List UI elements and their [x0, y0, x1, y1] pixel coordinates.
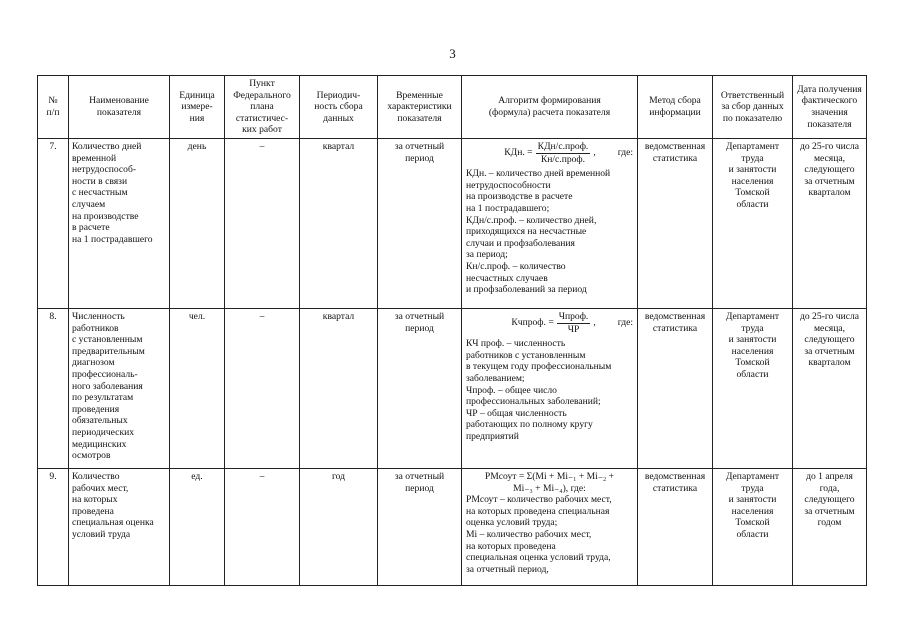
table-row [38, 138, 867, 308]
header-method: Метод сбора информации [638, 76, 713, 139]
row-date: до 25-го числа месяца, следующего за отчетным кварталом [793, 308, 867, 468]
header-row [38, 76, 867, 139]
table-row [38, 468, 867, 585]
row-algorithm [462, 468, 638, 585]
row-plan: – [225, 468, 300, 585]
formula-fraction [557, 311, 591, 335]
formula [466, 311, 633, 335]
formula-numerator: КДн/с.проф. [537, 140, 589, 152]
formula-lhs: Кчпроф. = [511, 317, 554, 329]
row-plan: – [225, 308, 300, 468]
row-plan: – [225, 138, 300, 308]
formula-where: где: [617, 147, 633, 159]
row-method: ведомственная статистика [638, 308, 713, 468]
row-responsible: Департамент труда и занятости населения Томской области [713, 468, 793, 585]
formula-explanation: КЧ проф. – численность работников с установленным в текущем году профессиональным заболеванием; Чпроф. – общее число профессиональных заболеваний; ЧР – общая численность работающих по полному кругу предприятий [466, 338, 612, 442]
row-num: 8. [38, 308, 69, 468]
row-responsible: Департамент труда и занятости населения Томской области [713, 308, 793, 468]
header-num: № п/п [38, 76, 69, 139]
header-plan: Пункт Федерального плана статистичес- ких работ [225, 76, 300, 139]
row-period: квартал [300, 138, 378, 308]
indicators-table [37, 75, 867, 586]
row-method: ведомственная статистика [638, 138, 713, 308]
formula [466, 141, 633, 165]
row-time: за отчетный период [378, 138, 462, 308]
row-unit: ед. [170, 468, 225, 585]
row-name: Количество рабочих мест, на которых проведена специальная оценка условий труда [69, 468, 170, 585]
formula-where: где: [617, 317, 633, 329]
row-date: до 25-го числа месяца, следующего за отчетным кварталом [793, 138, 867, 308]
row-algorithm [462, 308, 638, 468]
row-responsible: Департамент труда и занятости населения Томской области [713, 138, 793, 308]
formula-explanation: РМсоут – количество рабочих мест, на которых проведена специальная оценка условий труда; Мi – количество рабочих мест, на которых проведена специальная оценка условий труда, за отчетный период, [466, 494, 612, 575]
page-number: 3 [449, 46, 456, 61]
row-date: до 1 апреля года, следующего за отчетным годом [793, 468, 867, 585]
row-method: ведомственная статистика [638, 468, 713, 585]
table-row [38, 308, 867, 468]
row-num: 7. [38, 138, 69, 308]
formula: РМсоут = Σ(Мi + Мi₋₁ + Мi₋₂ + Мi₋₃ + Мi₋₄), где: [484, 470, 615, 494]
row-time: за отчетный период [378, 308, 462, 468]
header-unit: Единица измере- ния [170, 76, 225, 139]
row-name: Численность работников с установленным предварительным диагнозом профессиональ- ного заболевания по результатам проведения обязательных периодических медицинских осмотров [69, 308, 170, 468]
header-name: Наименование показателя [69, 76, 170, 139]
formula-denominator: ЧР [567, 323, 580, 335]
formula-tail: , [593, 147, 596, 159]
row-time: за отчетный период [378, 468, 462, 585]
formula-numerator: Чпроф. [558, 310, 589, 322]
row-period: год [300, 468, 378, 585]
row-num: 9. [38, 468, 69, 585]
row-unit: чел. [170, 308, 225, 468]
header-period: Периодич- ность сбора данных [300, 76, 378, 139]
row-unit: день [170, 138, 225, 308]
header-responsible: Ответственный за сбор данных по показателю [713, 76, 793, 139]
row-period: квартал [300, 308, 378, 468]
formula-fraction [536, 141, 591, 165]
row-algorithm [462, 138, 638, 308]
formula-explanation: КДн. – количество дней временной нетрудоспособности на производстве в расчете на 1 пострадавшего; КДн/с.проф. – количество дней, приходящихся на несчастные случаи и профзаболевания за период; Кн/с.проф. – количество несчастных случаев и профзаболеваний за период [466, 168, 611, 296]
formula-denominator: Кн/с.проф. [540, 153, 586, 165]
header-time: Временные характеристики показателя [378, 76, 462, 139]
header-date: Дата получения фактического значения показателя [793, 76, 867, 139]
formula-lhs: КДн. = [504, 147, 533, 159]
row-name: Количество дней временной нетрудоспособ- ности в связи с несчастным случаем на производстве в расчете на 1 пострадавшего [69, 138, 170, 308]
formula-tail: , [593, 317, 596, 329]
header-formula: Алгоритм формирования (формула) расчета показателя [462, 76, 638, 139]
